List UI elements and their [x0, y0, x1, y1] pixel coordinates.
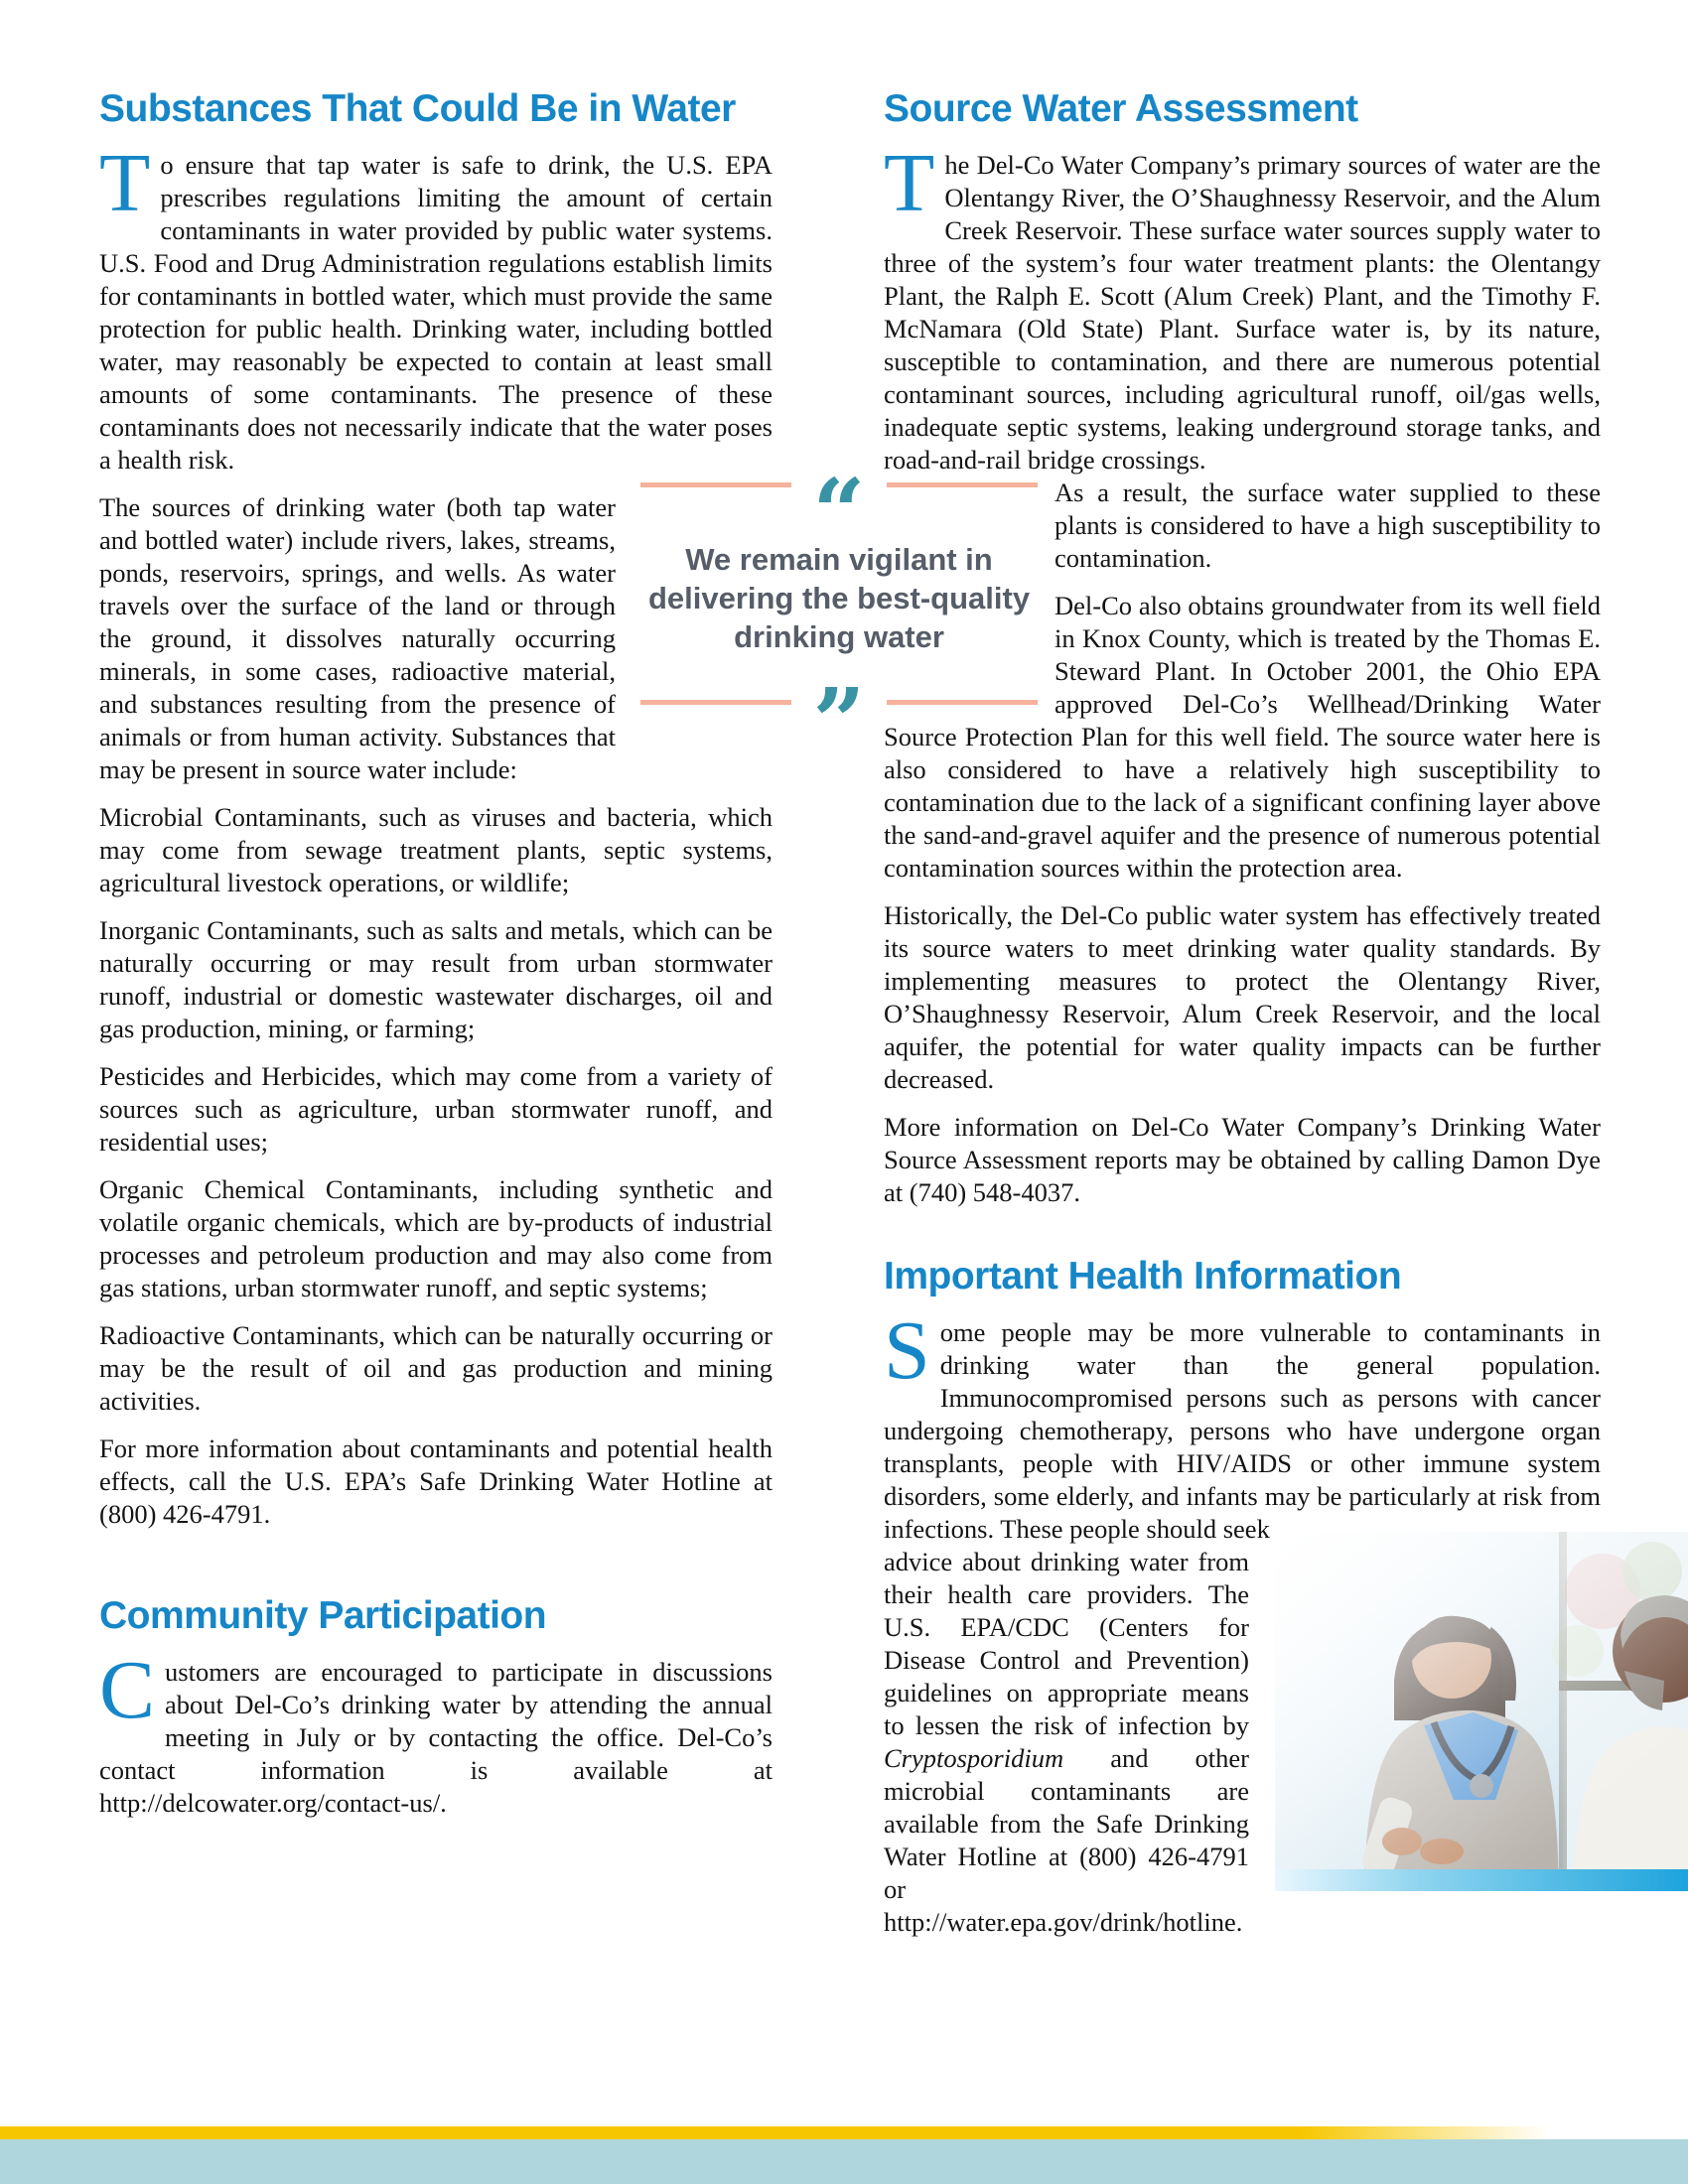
healthcare-consultation-illustration [1275, 1532, 1688, 1891]
rule-segment [887, 700, 1038, 705]
community-participation-paragraph [99, 1644, 773, 1820]
paragraph-text: o ensure that tap water is safe to drink, the U.S. EPA prescribes regulations limiting the amount of certain contaminants in water provided by public water systems. U.S. Food and Drug Administration regulations establish limits for contaminants in bottled water, which must provide the same protection for public health. Drinking water, including bottled water, may reasonably be expected to contain at least small amounts of some contaminants. The presence of these contaminants does not necessarily indicate that the water poses a health risk. [99, 150, 773, 475]
heading-community-participation: Community Participation [99, 1594, 547, 1637]
health-paragraph [884, 1304, 1601, 1546]
substances-paragraph-1 [99, 137, 773, 477]
paragraph-text: he Del-Co Water Company’s primary sources of water are the Olentangy River, the O’Shaughnessy Reservoir, and the Alum Creek Reservoir. These surface water sources supply water to three of the system’s four water treatment plants: the Olentangy Plant, the Ralph E. Scott (Alum Creek) Plant, and the Timothy F. McNamara (Old State) Plant. Surface water is, by its nature, susceptible to contamination, and there are numerous potential contaminant sources, including agricultural runoff, oil/gas wells, inadequate septic systems, leaking underground storage tanks, and road-and-rail bridge crossings. [884, 150, 1601, 475]
rule-segment [640, 482, 791, 487]
close-quote-icon: ” [812, 668, 866, 775]
paragraph-text: ome people may be more vulnerable to contaminants in drinking water than the general population. Immunocompromised persons such as persons with cancer undergoing chemotherapy, persons who have undergone organ transplants, people with HIV/AIDS or other immune system disorders, some elderly, and infants may be particularly at risk from infections. These people should seek [884, 1317, 1601, 1544]
paragraph-text: ustomers are encouraged to participate in discussions about Del-Co’s drinking water by attending the annual meeting in July or by contacting the office. Del-Co’s contact information is available at http://delcowater.org/contact-us/. [99, 1657, 773, 1818]
pullquote-bottom-rule [640, 668, 1038, 775]
rule-segment [887, 482, 1038, 487]
dropcap-S: S [884, 1304, 930, 1397]
open-quote-icon: “ [812, 459, 866, 566]
radioactive-contaminants-paragraph: Radioactive Contaminants, which can be naturally occurring or may be the result of oil and gas production and mining activities. [99, 1320, 773, 1416]
pullquote [640, 459, 1038, 775]
dropcap-T: T [99, 137, 151, 229]
healthcare-consultation-photo [1275, 1532, 1688, 1891]
historically-paragraph: Historically, the Del-Co public water system has effectively treated its source waters to meet drinking water quality standards. By implementing measures to protect the Olentangy River, O’Shaughnessy Reservoir, Alum Creek Reservoir, and the local aquifer, the potential for water quality impacts can be further decreased. [884, 900, 1601, 1094]
groundwater-paragraph: Del-Co also obtains groundwater from its well field in Knox County, which is treated by the Thomas E. Steward Plant. In October 2001, the Ohio EPA approved Del-Co’s Wellhead/Drinking Water Source Protection Plan for this well field. The source water here is also considered to have a relatively high susceptibility to contamination due to the lack of a significant confining layer above the sand-and-gravel aquifer and the presence of numerous potential contamination sources within the protection area. [884, 591, 1601, 883]
paragraph-text: advice about drinking water from their health care providers. The U.S. EPA/CDC (Centers for Disease Control and Prevention) guidelines on appropriate means to lessen the risk of infection by [884, 1547, 1249, 1740]
pullquote-text: We remain vigilant in delivering the best-quality drinking water [647, 542, 1031, 654]
pesticides-herbicides-paragraph: Pesticides and Herbicides, which may come from a variety of sources such as agriculture, urban stormwater runoff, and residential uses; [99, 1061, 773, 1157]
paragraph-text: and other microbial contaminants are available from the Safe Drinking Water Hotline at (800) 426-4791 or http://water.epa.gov/drink/hotline. [884, 1743, 1249, 1937]
source-water-paragraph-1-continued: As a result, the surface water supplied to these plants is considered to have a high susceptibility to contamination. [1055, 478, 1601, 573]
substances-paragraph-2: The sources of drinking water (both tap water and bottled water) include rivers, lakes, streams, ponds, reservoirs, springs, and wells. As water travels over the surface of the land or through the ground, it dissolves naturally occurring minerals, in some cases, radioactive material, and substances resulting from the presence of animals or from human activity. Substances that may be present in source water include: [99, 492, 616, 784]
epa-hotline-paragraph: For more information about contaminants and potential health effects, call the U.S. EPA’s Safe Drinking Water Hotline at (800) 426-4791. [99, 1433, 773, 1529]
right-column [884, 87, 1601, 1954]
microbial-contaminants-paragraph: Microbial Contaminants, such as viruses and bacteria, which may come from sewage treatment plants, septic systems, agricultural livestock operations, or wildlife; [99, 802, 773, 897]
organic-chemical-paragraph: Organic Chemical Contaminants, including synthetic and volatile organic chemicals, which are by-products of industrial processes and petroleum production and may also come from gas stations, urban stormwater runoff, and septic systems; [99, 1174, 773, 1302]
source-water-paragraph-1 [884, 137, 1601, 477]
left-column [99, 87, 773, 1835]
pullquote-top-rule [640, 459, 1038, 566]
heading-source-water-assessment: Source Water Assessment [884, 87, 1358, 130]
more-information-paragraph: More information on Del-Co Water Company’s Drinking Water Source Assessment reports may be obtained by calling Damon Dye at (740) 548-4037. [884, 1112, 1601, 1207]
footer-lightblue-band [0, 2139, 1688, 2184]
rule-segment [640, 700, 791, 705]
footer-yellow-bar [0, 2126, 1549, 2139]
heading-substances: Substances That Could Be in Water [99, 87, 736, 130]
inorganic-contaminants-paragraph: Inorganic Contaminants, such as salts and metals, which can be naturally occurring or may result from urban stormwater runoff, industrial or domestic wastewater discharges, oil and gas production, mining, or farming; [99, 915, 773, 1043]
cryptosporidium-italic: Cryptosporidium [884, 1743, 1064, 1773]
photo-bottom-bar [1275, 1869, 1688, 1891]
heading-important-health-information: Important Health Information [884, 1255, 1402, 1297]
dropcap-T: T [884, 137, 935, 229]
dropcap-C: C [99, 1644, 156, 1736]
